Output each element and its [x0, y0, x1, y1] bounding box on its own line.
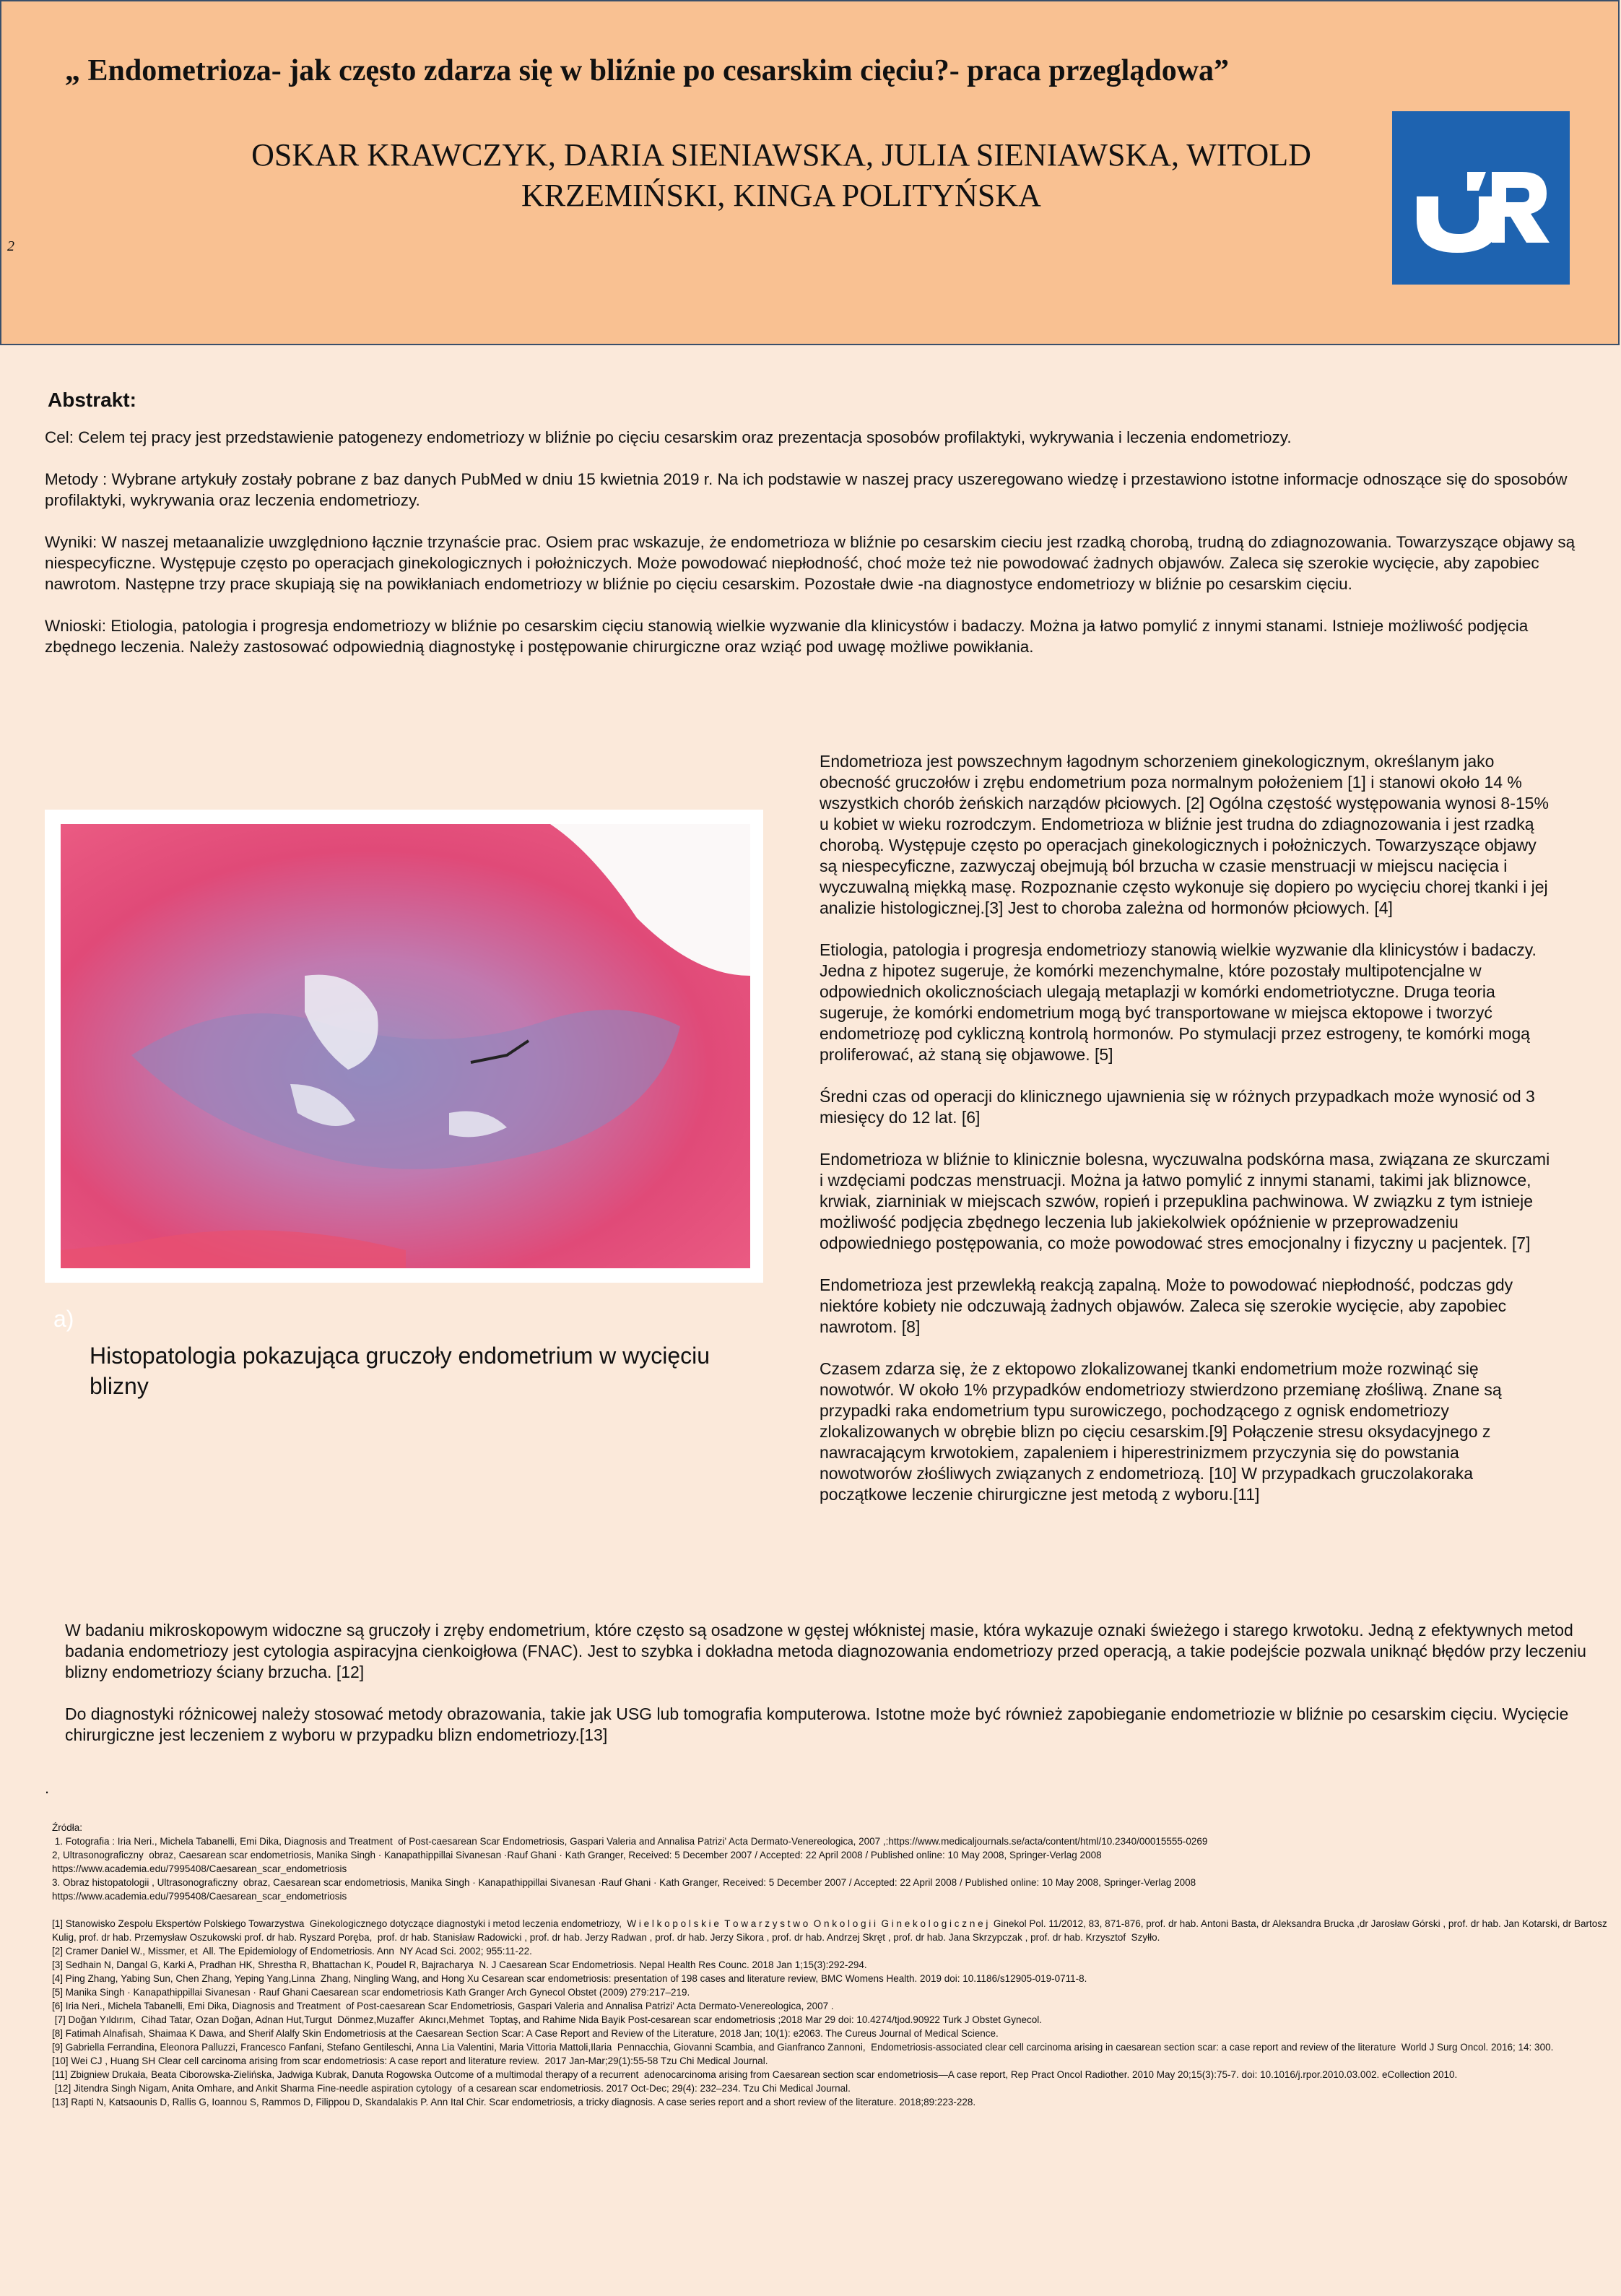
authors: OSKAR KRAWCZYK, DARIA SIENIAWSKA, JULIA SIENIAWSKA, WITOLD KRZEMIŃSKI, KINGA POLITYŃSKA	[251, 137, 1311, 213]
body-paragraph: Endometrioza w bliźnie to klinicznie bolesna, wyczuwalna podskórna masa, związana ze skurczami i wzdęciami podczas menstruacji. Można ja łatwo pomylić z innymi stanami, takimi jak bliznowce, krwiak, ziarniniak w miejscach szwów, ropień i przepuklina pachwinowa. W związku z tym istnieje możliwość podjęcia zbędnego leczenia lub jakiekolwiek opóźnienie w przeprowadzeniu odpowiedniego postępowania, co może powodować stres emocjonalny i fizyczny u pacjentek. [7]	[820, 1150, 1550, 1252]
university-logo	[1392, 111, 1570, 285]
reference-item: [5] Manika Singh · Kanapathippillai Sivanesan · Rauf Ghani Caesarean scar endometriosis Kath Granger Arch Gynecol Obstet (2009) 279:217–219.	[52, 1987, 690, 1998]
body-paragraph: Etiologia, patologia i progresja endometriozy stanowią wielkie wyzwanie dla klinicystów i badaczy. Jedna z hipotez sugeruje, że komórki mezenchymalne, które pozostały multipotencjalne w odpowiednich okolicznościach ulegają metaplazji w komórki endometriotyczne. Druga teoria sugeruje, że komórki endometrium mogą być transportowane w miejsca ektopowe i tworzyć endometriozę pod cykliczną kontrolą hormonów. Po stymulacji przez estrogeny, te komórki mogą proliferować, aż staną się objawowe. [5]	[820, 940, 1537, 1064]
poster-header	[0, 0, 1620, 345]
reference-item: [2] Cramer Daniel W., Missmer, et All. The Epidemiology of Endometriosis. Ann NY Acad Sci. 2002; 955:11-22.	[52, 1946, 532, 1957]
separator-dot: .	[45, 1779, 50, 1797]
reference-item: [10] Wei CJ , Huang SH Clear cell carcinoma arising from scar endometriosis: A case report and literature review. 2017 Jan-Mar;29(1):55-58 Tzu Chi Medical Journal.	[52, 2055, 768, 2066]
body-paragraph: Do diagnostyki różnicowej należy stosować metody obrazowania, takie jak USG lub tomografia komputerowa. Istotne może być również zapobieganie endometriozie w bliźnie po cesarskim cięciu. Wycięcie chirurgiczne jest leczeniem z wyboru w przypadku blizn endometriozy.[13]	[65, 1704, 1569, 1744]
body-paragraph: Średni czas od operacji do klinicznego ujawnienia się w różnych przypadkach może wynosić od 3 miesięcy do 12 lat. [6]	[820, 1087, 1535, 1127]
reference-item: [13] Rapti N, Katsaounis D, Rallis G, Ioannou S, Rammos D, Filippou D, Skandalakis P. Ann Ital Chir. Scar endometriosis, a tricky diagnosis. A case series report and a short review of the literature. 2018;89:223-228.	[52, 2097, 976, 2107]
reference-item: [11] Zbigniew Drukała, Beata Ciborowska-Zielińska, Jadwiga Kubrak, Danuta Rogowska Outcome of a multimodal therapy of a recurrent adenocarcinoma arising from Caesarean section scar endometriosis—A case report, Rep Pract Oncol Radiother. 2010 May 20;15(3):75-7. doi: 10.1016/j.rpor.2010.03.002. eCollection 2010.	[52, 2069, 1458, 2080]
page-number: 2	[7, 238, 14, 254]
poster-title: „ Endometrioza- jak często zdarza się w bliźnie po cesarskim cięciu?- praca przeglądowa”	[65, 54, 1230, 87]
reference-item: [7] Doğan Yıldırım, Cihad Tatar, Ozan Doğan, Adnan Hut,Turgut Dönmez,Muzaffer Akıncı,Mehmet Toptaş, and Rahime Nida Bayik Post-cesarean scar endometriosis ;2018 Mar 29 doi: 10.4274/tjod.90922 Turk J Obstet Gynecol.	[52, 2014, 1042, 2025]
body-paragraph: W badaniu mikroskopowym widoczne są gruczoły i zręby endometrium, które często są osadzone w gęstej włóknistej masie, która wykazuje oznaki świeżego i starego krwotoku. Jedną z efektywnych metod badania endometriozy jest cytologia aspiracyjna cienkoigłowa (FNAC). Jest to szybka i dokładna metoda diagnozowania endometriozy przed operacją, a takie podejście pozwala uniknąć błędów przy leczeniu blizny endometriozy ściany brzucha. [12]	[65, 1621, 1586, 1681]
abstract-paragraph: Metody : Wybrane artykuły zostały pobrane z baz danych PubMed w dniu 15 kwietnia 2019 r. Na ich podstawie w naszej pracy uszeregowano wiedzę i przestawiono istotne informacje odnoszące się do sposobów profilaktyki, wykrywania oraz leczenia endometriozy.	[45, 470, 1568, 509]
sources-heading: Źródła:	[52, 1822, 83, 1833]
source-item: https://www.academia.edu/7995408/Caesarean_scar_endometriosis	[52, 1891, 347, 1902]
body-paragraph: Endometrioza jest powszechnym łagodnym schorzeniem ginekologicznym, określanym jako obecność gruczołów i zrębu endometrium poza normalnym położeniem [1] i stanowi około 14 % wszystkich chorób żeńskich narządów płciowych. [2] Ogólna częstość występowania wynosi 8-15% u kobiet w wieku rozrodczym. Endometrioza w bliźnie jest trudna do zdiagnozowania i jest rzadką chorobą. Występuje często po operacjach ginekologicznych i położniczych. Towarzyszące objawy są niespecyficzne, zazwyczaj obejmują ból brzucha w czasie menstruacji w miejscu nacięcia i wyczuwalną miękką masę. Rozpoznanie często wykonuje się dopiero po wycięciu chorej tkanki i jej analizie histologicznej.[3] Jest to choroba zależna od hormonów płciowych. [4]	[820, 752, 1549, 917]
reference-item: [8] Fatimah Alnafisah, Shaimaa K Dawa, and Sherif Alalfy Skin Endometriosis at the Caesarean Section Scar: A Case Report and Review of the Literature, 2018 Jan; 10(1): e2063. The Cureus Journal of Medical Science.	[52, 2028, 999, 2039]
histopathology-image	[45, 810, 763, 1283]
reference-item: [6] Iria Neri., Michela Tabanelli, Emi Dika, Diagnosis and Treatment of Post-caesarean Scar Endometriosis, Gaspari Valeria and Annalisa Patrizi' Acta Dermato-Venereologica, 2007 .	[52, 2001, 834, 2011]
abstract-paragraph: Wyniki: W naszej metaanalizie uwzględniono łącznie trzynaście prac. Osiem prac wskazuje, że endometrioza w bliźnie po cesarskim cieciu jest rzadką chorobą, trudną do zdiagnozowania. Towarzyszące objawy są niespecyficzne. Występuje często po operacjach ginekologicznych i położniczych. Może powodować niepłodność, choć może też nie powodować żadnych objawów. Zaleca się szerokie wycięcie, aby zapobiec nawrotom. Następne trzy prace skupiają się na powikłaniach endometriozy w bliźnie po cięciu cesarskim. Pozostałe dwie -na diagnostyce endometriozy w bliźnie po cesarskim cięciu.	[45, 533, 1576, 593]
histopathology-picture	[45, 810, 763, 1283]
source-item: 2, Ultrasonograficzny obraz, Caesarean scar endometriosis, Manika Singh · Kanapathippillai Sivanesan ·Rauf Ghani · Kath Granger, Received: 5 December 2007 / Accepted: 22 April 2008 / Published online: 10 May 2008, Springer-Verlag 2008	[52, 1850, 1102, 1860]
source-item: https://www.academia.edu/7995408/Caesarean_scar_endometriosis	[52, 1863, 347, 1874]
reference-item: [3] Sedhain N, Dangal G, Karki A, Pradhan HK, Shrestha R, Bhattachan K, Poudel R, Bajracharya N. J Caesarean Scar Endometriosis. Nepal Health Res Counc. 2018 Jan 1;15(3):292-294.	[52, 1959, 867, 1970]
body-paragraph: Endometrioza jest przewlekłą reakcją zapalną. Może to powodować niepłodność, podczas gdy niektóre kobiety nie odczuwają żadnych objawów. Zaleca się szerokie wycięcie, aby zapobiec nawrotom. [8]	[820, 1275, 1513, 1336]
bottom-text	[65, 1620, 1603, 1767]
ur-logo-icon	[1392, 111, 1570, 285]
abstract-paragraph: Wnioski: Etiologia, patologia i progresja endometriozy w bliźnie po cesarskim cięciu stanowią wielkie wyzwanie dla klinicystów i badaczy. Można ja łatwo pomylić z innymi stanami. Istnieje możliwość podjęcia zbędnego leczenia. Należy zastosować odpowiednią diagnostykę i postępowanie chirurgiczne oraz wziąć pod uwagę możliwe powikłania.	[45, 617, 1529, 656]
abstract-heading: Abstrakt:	[48, 389, 136, 411]
source-item: 1. Fotografia : Iria Neri., Michela Tabanelli, Emi Dika, Diagnosis and Treatment of Post-caesarean Scar Endometriosis, Gaspari Valeria and Annalisa Patrizi' Acta Dermato-Venereologica, 2007 ,:https://www.medicaljournals.se/acta/content/html/10.2340/00015555-0269	[52, 1836, 1208, 1847]
figure-caption: Histopatologia pokazująca gruczoły endometrium w wycięciu blizny	[90, 1343, 710, 1399]
abstract-paragraph: Cel: Celem tej pracy jest przedstawienie patogenezy endometriozy w bliźnie po cięciu cesarskim oraz prezentacja sposobów profilaktyki, wykrywania i leczenia endometriozy.	[45, 428, 1292, 446]
reference-item: [9] Gabriella Ferrandina, Eleonora Palluzzi, Francesco Fanfani, Stefano Gentileschi, Anna Lia Valentini, Maria Vittoria Mattoli,Ilaria Pennacchia, Giovanni Scambia, and Gianfranco Zannoni, Endometriosis-associated clear cell carcinoma arising in caesarean section scar: a case report and review of the literature World J Surg Oncol. 2016; 14: 300.	[52, 2042, 1554, 2053]
figure-label: a)	[53, 1306, 74, 1332]
reference-item: [1] Stanowisko Zespołu Ekspertów Polskiego Towarzystwa Ginekologicznego dotyczące diagnostyki i metod leczenia endometriozy, W i e l k o p o l s k i e T o w a r z y s t w o O n k o l o g i i G i n e k o l o g i c z n e j Ginekol Pol. 11/2012, 83, 871-876, prof. dr hab. Antoni Basta, dr Aleksandra Brucka ,dr Jarosław Górski , prof. dr hab. Jan Kotarski, dr Bartosz Kulig, prof. dr hab. Przemysław Oszukowski prof. dr hab. Ryszard Poręba, prof. dr hab. Stanisław Radowicki , prof. dr hab. Jerzy Radwan , prof. dr hab. Jerzy Sikora , prof. dr hab. Andrzej Skręt , prof. dr hab. Jana Skrzypczak , prof. dr hab. Krzysztof Szyłło.	[52, 1918, 1610, 1943]
reference-item: [4] Ping Zhang, Yabing Sun, Chen Zhang, Yeping Yang,Linna Zhang, Ningling Wang, and Hong Xu Cesarean scar endometriosis: presentation of 198 cases and literature review, BMC Womens Health. 2019 doi: 10.1186/s12905-019-0711-8.	[52, 1973, 1087, 1984]
body-paragraph: Czasem zdarza się, że z ektopowo zlokalizowanej tkanki endometrium może rozwinąć się nowotwór. W około 1% przypadków endometriozy stwierdzono przemianę złośliwą. Znane są przypadki raka endometrium typu surowiczego, pochodzącego z ognisk endometriozy zlokalizowanych w obrębie blizn po cięciu cesarskim.[9] Połączenie stresu oksydacyjnego z nawracającym krwotokiem, zapaleniem i hiperestrinizmem przyczynia się do powstania nowotworów złośliwych związanych z endometriozą. [10] W przypadkach gruczolakoraka początkowe leczenie chirurgiczne jest metodą z wyboru.[11]	[820, 1359, 1502, 1504]
main-text-column	[820, 751, 1556, 1526]
abstract-body	[45, 427, 1583, 678]
reference-item: [12] Jitendra Singh Nigam, Anita Omhare, and Ankit Sharma Fine-needle aspiration cytology of a cesarean scar endometriosis. 2017 Oct-Dec; 29(4): 232–234. Tzu Chi Medical Journal.	[52, 2083, 851, 2094]
source-item: 3. Obraz histopatologii , Ultrasonograficzny obraz, Caesarean scar endometriosis, Manika Singh · Kanapathippillai Sivanesan ·Rauf Ghani · Kath Granger, Received: 5 December 2007 / Accepted: 22 April 2008 / Published online: 10 May 2008, Springer-Verlag 2008	[52, 1877, 1196, 1888]
references-section	[52, 1821, 1621, 2109]
